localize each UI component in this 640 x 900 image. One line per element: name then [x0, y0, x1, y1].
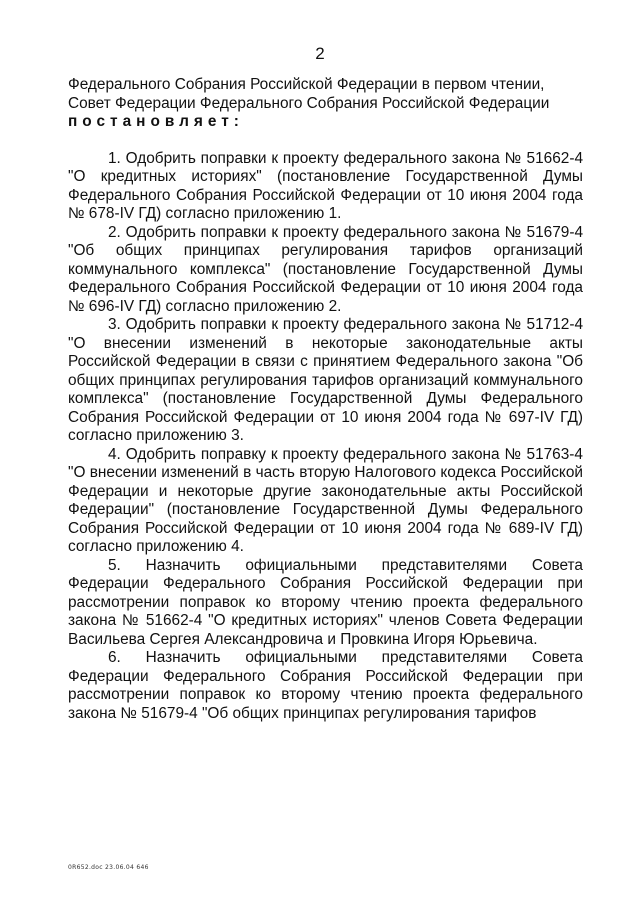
- resolution-item-2: 2. Одобрить поправки к проекту федерального закона № 51679-4 "Об общих принципах регулирования тарифов организаций коммунального комплекса" (постановление Государственной Думы Федерального Собрания Российской Федерации от 10 июня 2004 года № 696-IV ГД) согласно приложению 2.: [68, 223, 583, 315]
- resolution-keyword: постановляет:: [68, 113, 244, 130]
- resolution-item-4: 4. Одобрить поправку к проекту федерального закона № 51763-4 "О внесении изменений в часть вторую Налогового кодекса Российской Федерации и некоторые другие законодательные акты Российской Федерации" (постановление Государственной Думы Федерального Собрания Российской Федерации от 10 июня 2004 года № 689-IV ГД) согласно приложению 4.: [68, 445, 583, 555]
- resolution-item-5: 5. Назначить официальными представителями Совета Федерации Федерального Собрания Российской Федерации при рассмотрении поправок ко второму чтению проекта федерального закона № 51662-4 "О кредитных историях" членов Совета Федерации Васильева Сергея Александровича и Провкина Игоря Юрьевича.: [68, 556, 583, 648]
- document-body: [68, 76, 583, 723]
- intro-line-1: Федерального Собрания Российской Федерации в первом чтении,: [68, 76, 545, 93]
- intro-line-2: Совет Федерации Федерального Собрания Российской Федерации: [68, 94, 550, 112]
- paragraph-spacer: [68, 132, 583, 150]
- page-number: 2: [315, 44, 325, 63]
- resolution-item-1: 1. Одобрить поправки к проекту федерального закона № 51662-4 "О кредитных историях" (постановление Государственной Думы Федерального Собрания Российской Федерации от 10 июня 2004 года № 678-IV ГД) согласно приложению 1.: [68, 149, 583, 222]
- document-footer-stamp: 0R652.doc 23.06.04 646: [68, 864, 149, 871]
- resolution-item-3: 3. Одобрить поправки к проекту федерального закона № 51712-4 "О внесении изменений в некоторые законодательные акты Российской Федерации в связи с принятием Федерального закона "Об общих принципах регулирования тарифов организаций коммунального комплекса" (постановление Государственной Думы Федерального Собрания Российской Федерации от 10 июня 2004 года № 697-IV ГД) согласно приложению 3.: [68, 316, 583, 444]
- resolution-item-6: 6. Назначить официальными представителями Совета Федерации Федерального Собрания Российской Федерации при рассмотрении поправок ко второму чтению проекта федерального закона № 51679-4 "Об общих принципах регулирования тарифов: [68, 649, 583, 722]
- resolution-keyword-line: [68, 113, 583, 132]
